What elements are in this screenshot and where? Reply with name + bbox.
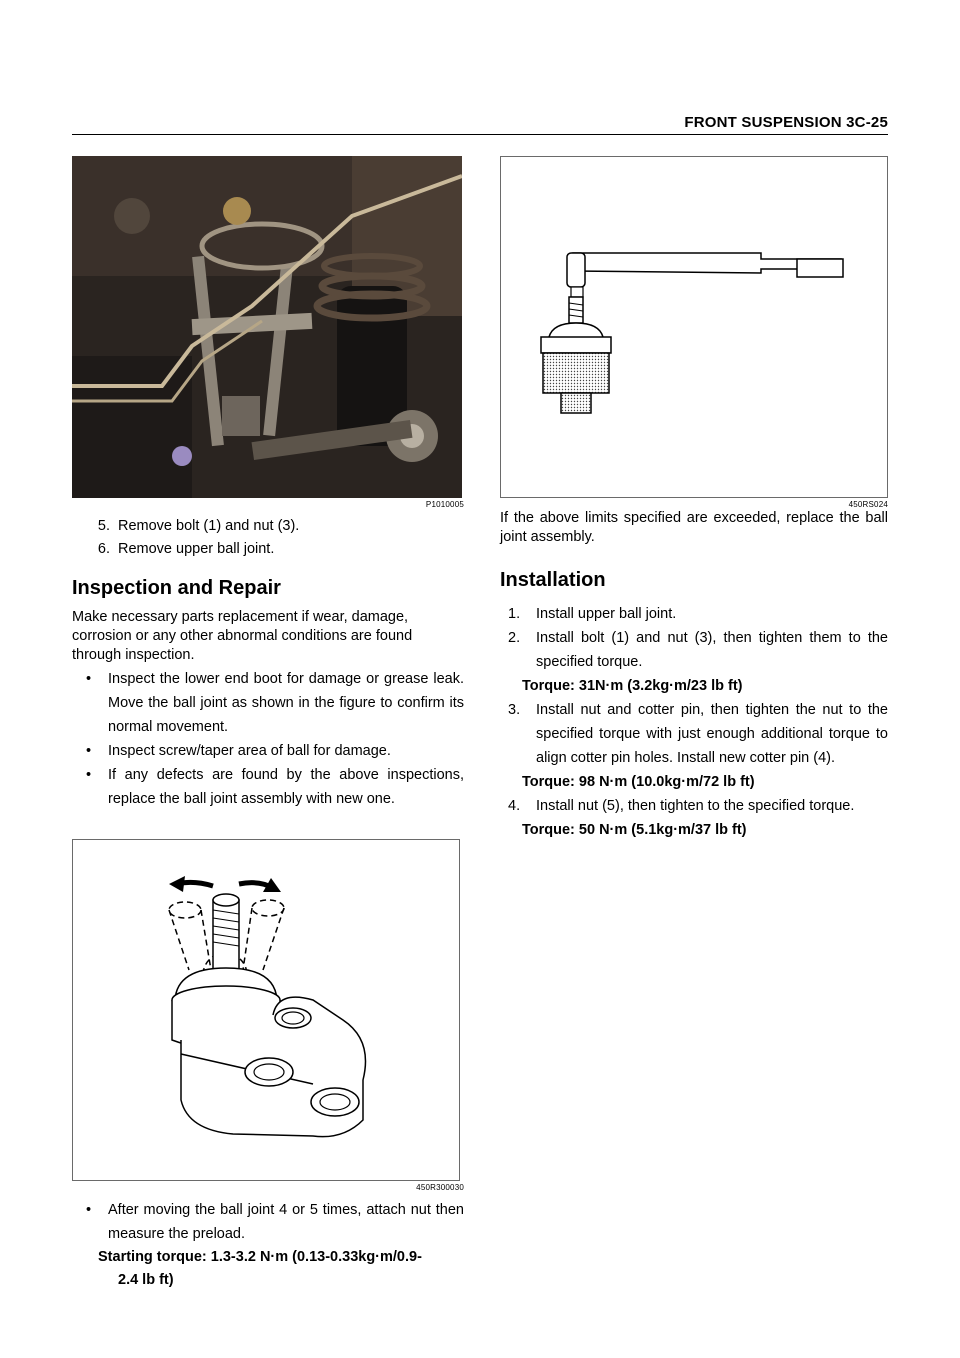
torque-spec: Torque: 31N·m (3.2kg·m/23 lb ft): [522, 678, 743, 694]
bullet-icon: •: [86, 671, 92, 687]
inspection-intro: Make necessary parts replacement if wear, damage, corrosion or any other abnormal conditions are found through inspection.: [72, 609, 413, 663]
removal-steps: [72, 515, 464, 561]
figure2-caption: 450R300030: [416, 1183, 464, 1192]
starting-torque-cont: 2.4 lb ft): [118, 1272, 174, 1288]
suspension-photo-image: [72, 156, 462, 498]
torque-wrench-diagram: [501, 157, 887, 497]
page-title: FRONT SUSPENSION 3C-25: [684, 114, 888, 131]
preload-measurement-figure: [500, 156, 888, 498]
list-item: 3. Install nut and cotter pin, then tighten the nut to the specified torque with just enough additional torque to align cotter pin holes. Install new cotter pin (4).: [508, 702, 888, 766]
torque-spec: Torque: 50 N·m (5.1kg·m/37 lb ft): [522, 822, 747, 838]
suspension-photo: [72, 156, 462, 498]
right-column: [500, 156, 888, 842]
photo-caption: P1010005: [425, 500, 464, 509]
bullet-icon: •: [86, 1202, 92, 1218]
torque-spec: Torque: 98 N·m (10.0kg·m/72 lb ft): [522, 774, 755, 790]
list-item: 1. Install upper ball joint.: [508, 606, 677, 622]
bullet-icon: •: [86, 767, 92, 783]
left-column: [72, 156, 464, 1292]
bullet-icon: •: [86, 743, 92, 759]
figure3-caption: 450RS024: [848, 500, 888, 509]
starting-torque: Starting torque: 1.3-3.2 N·m (0.13-0.33kg·m/0.9-: [98, 1249, 422, 1265]
list-item: 2. Install bolt (1) and nut (3), then tighten them to the specified torque.: [508, 630, 888, 670]
inspection-bullets: [72, 667, 464, 811]
installation-steps: [500, 602, 888, 674]
list-item: • Inspect the lower end boot for damage or grease leak. Move the ball joint as shown in the figure to confirm its normal movement.: [72, 667, 464, 739]
page-header: [72, 112, 888, 135]
list-item: • After moving the ball joint 4 or 5 times, attach nut then measure the preload.: [72, 1198, 464, 1246]
ball-joint-movement-figure: [72, 839, 460, 1181]
list-item: 6. Remove upper ball joint.: [97, 541, 275, 557]
list-item: 4. Install nut (5), then tighten to the specified torque.: [508, 798, 855, 814]
ball-joint-diagram: [73, 840, 459, 1180]
section-title-installation: Installation: [500, 569, 606, 591]
list-item: 5. Remove bolt (1) and nut (3).: [97, 518, 300, 534]
preload-bullets: [72, 1198, 464, 1246]
section-title-inspection: Inspection and Repair: [72, 577, 281, 599]
limits-text: If the above limits specified are exceeded, replace the ball joint assembly.: [500, 510, 888, 545]
list-item: • If any defects are found by the above inspections, replace the ball joint assembly with new one.: [72, 763, 464, 811]
installation-steps-cont2: [500, 794, 888, 818]
list-item: • Inspect screw/taper area of ball for damage.: [72, 739, 464, 763]
installation-steps-cont: [500, 698, 888, 770]
